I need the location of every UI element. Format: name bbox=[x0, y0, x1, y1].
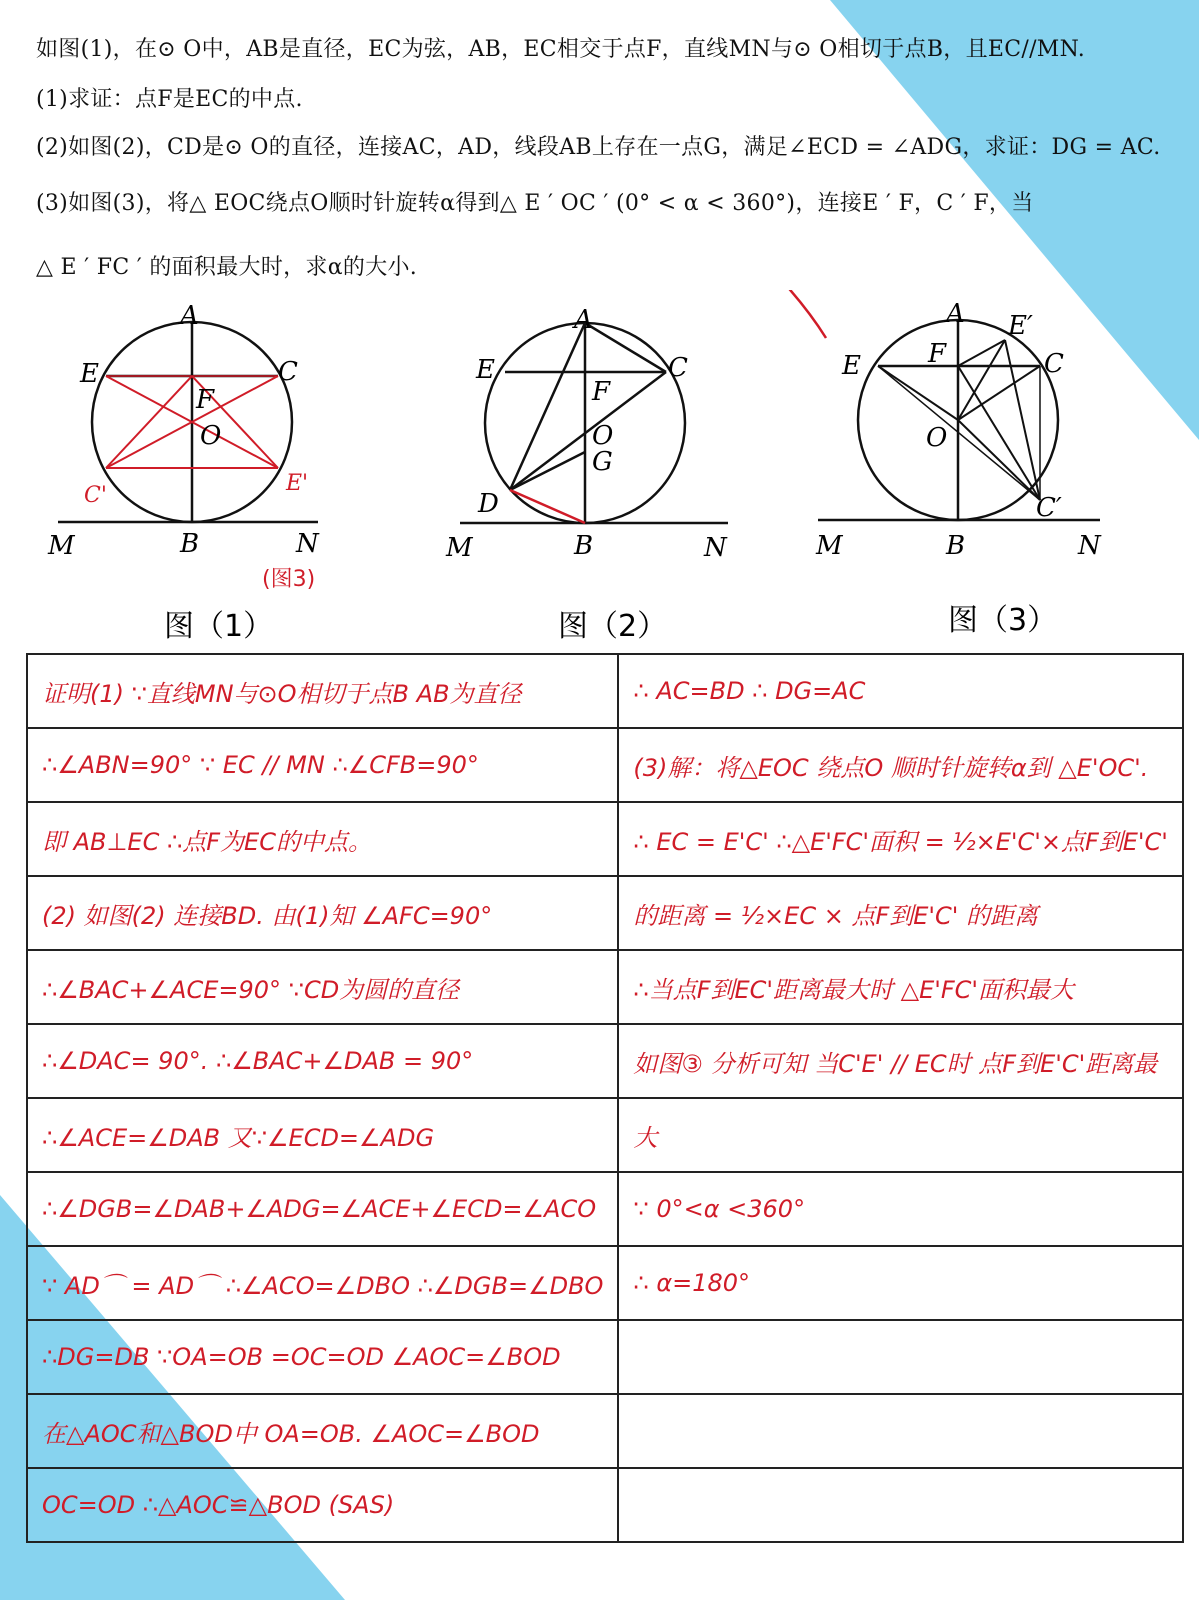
solution-left-cell: ∴∠ACE=∠DAB 又∵∠ECD=∠ADG bbox=[27, 1098, 618, 1172]
fig1-caption: 图（1） bbox=[164, 609, 274, 644]
fig3-label-e: E bbox=[842, 351, 861, 381]
solution-row bbox=[27, 1172, 1183, 1246]
solution-left-cell: ∴∠DGB=∠DAB+∠ADG=∠ACE+∠ECD=∠ACO bbox=[27, 1172, 618, 1246]
problem-part3: (3)如图(3)，将△ EOC绕点O顺时针旋转α得到△ E ′ OC ′ (0° < α < 360°)，连接E ′ F，C ′ F，当 bbox=[36, 191, 1034, 216]
fig1-label-b: B bbox=[180, 529, 200, 559]
solution-left-cell: 在△AOC和△BOD中 OA=OB. ∠AOC=∠BOD bbox=[27, 1394, 618, 1468]
fig3-label-n: N bbox=[1078, 531, 1101, 561]
fig2-label-o: O bbox=[592, 421, 614, 451]
fig1-label-e-prime: E' bbox=[286, 471, 309, 496]
fig2-line-ad bbox=[510, 323, 585, 490]
solution-left-cell: ∴∠ABN=90° ∵ EC // MN ∴∠CFB=90° bbox=[27, 728, 618, 802]
fig2-caption: 图（2） bbox=[558, 609, 668, 644]
fig2-label-b: B bbox=[574, 531, 594, 561]
fig2-line-dg bbox=[510, 452, 585, 490]
solution-left-cell: ∴DG=DB ∵OA=OB =OC=OD ∠AOC=∠BOD bbox=[27, 1320, 618, 1394]
fig1-label-c: C bbox=[278, 357, 298, 387]
figures-area bbox=[0, 290, 1199, 650]
solution-left-cell: OC=OD ∴△AOC≌△BOD (SAS) bbox=[27, 1468, 618, 1542]
solution-right-cell: 大 bbox=[618, 1098, 1182, 1172]
fig2-label-e: E bbox=[476, 355, 495, 385]
fig2-line-db-red bbox=[510, 490, 585, 523]
solution-row bbox=[27, 802, 1183, 876]
solution-row bbox=[27, 1468, 1183, 1542]
solution-right-cell: ∴当点F到EC'距离最大时 △E'FC'面积最大 bbox=[618, 950, 1182, 1024]
fig1-label-c-prime: C' bbox=[84, 483, 107, 508]
solution-right-cell: ∴ AC=BD ∴ DG=AC bbox=[618, 654, 1182, 728]
solution-right-cell bbox=[618, 1320, 1182, 1394]
fig1-label-f: F bbox=[196, 385, 215, 415]
solution-table bbox=[26, 653, 1184, 1543]
solution-left-cell: 证明(1) ∵直线MN与⊙O相切于点B AB为直径 bbox=[27, 654, 618, 728]
problem-part1: (1)求证：点F是EC的中点. bbox=[36, 87, 303, 112]
fig3-label-c: C bbox=[1044, 349, 1064, 379]
solution-left-cell: ∴∠BAC+∠ACE=90° ∵CD为圆的直径 bbox=[27, 950, 618, 1024]
figure-3 bbox=[815, 299, 1102, 561]
solution-right-cell bbox=[618, 1394, 1182, 1468]
solution-right-cell: (3)解：将△EOC 绕点O 顺时针旋转α到 △E'OC'. bbox=[618, 728, 1182, 802]
fig2-label-m: M bbox=[446, 533, 473, 563]
solution-left-cell: (2) 如图(2) 连接BD. 由(1)知 ∠AFC=90° bbox=[27, 876, 618, 950]
figure-2 bbox=[445, 305, 728, 563]
problem-part2: (2)如图(2)，CD是⊙ O的直径，连接AC，AD，线段AB上存在一点G，满足∠ECD = ∠ADG，求证：DG = AC. bbox=[36, 135, 1161, 160]
fig1-label-n: N bbox=[296, 529, 319, 559]
solution-right-cell: 的距离 = ½×EC × 点F到E'C' 的距离 bbox=[618, 876, 1182, 950]
fig1-label-e: E bbox=[80, 359, 99, 389]
fig2-label-a: A bbox=[574, 305, 593, 335]
solution-row bbox=[27, 654, 1183, 728]
fig3-label-m: M bbox=[816, 531, 843, 561]
fig2-label-f: F bbox=[592, 377, 611, 407]
fig2-label-d: D bbox=[478, 489, 499, 519]
solution-row bbox=[27, 1098, 1183, 1172]
solution-right-cell: ∴ EC = E'C' ∴△E'FC'面积 = ½×E'C'×点F到E'C' bbox=[618, 802, 1182, 876]
figure-1 bbox=[47, 301, 320, 592]
solution-row bbox=[27, 1394, 1183, 1468]
fig1-label-a: A bbox=[180, 301, 199, 331]
solution-right-cell: 如图③ 分析可知 当C'E' // EC时 点F到E'C'距离最 bbox=[618, 1024, 1182, 1098]
fig3-caption: 图（3） bbox=[948, 603, 1058, 638]
solution-row bbox=[27, 1320, 1183, 1394]
solution-left-cell: ∴∠DAC= 90°. ∴∠BAC+∠DAB = 90° bbox=[27, 1024, 618, 1098]
fig3-label-a: A bbox=[946, 299, 965, 329]
problem-intro: 如图(1)，在⊙ O中，AB是直径，EC为弦，AB，EC相交于点F，直线MN与⊙ O相切于点B，且EC//MN. bbox=[36, 37, 1086, 62]
fig3-label-b: B bbox=[946, 531, 966, 561]
fig2-label-g: G bbox=[592, 447, 613, 477]
fig3-line-eo bbox=[878, 366, 958, 420]
problem-part3-continued: △ E ′ FC ′ 的面积最大时，求α的大小. bbox=[36, 255, 418, 280]
fig3-label-c-prime: C′ bbox=[1036, 493, 1062, 523]
fig2-label-c: C bbox=[668, 353, 688, 383]
solution-left-cell: 即 AB⊥EC ∴点F为EC的中点。 bbox=[27, 802, 618, 876]
solution-row bbox=[27, 876, 1183, 950]
solution-right-cell bbox=[618, 1468, 1182, 1542]
fig1-note: (图3) bbox=[262, 567, 316, 592]
solution-row bbox=[27, 1024, 1183, 1098]
solution-left-cell: ∵ AD⌒ = AD⌒ ∴∠ACO=∠DBO ∴∠DGB=∠DBO bbox=[27, 1246, 618, 1320]
fig1-label-o: O bbox=[200, 421, 222, 451]
solution-row bbox=[27, 728, 1183, 802]
fig1-label-m: M bbox=[48, 531, 75, 561]
solution-right-cell: ∵ 0°<α <360° bbox=[618, 1172, 1182, 1246]
solution-row bbox=[27, 950, 1183, 1024]
fig3-line-oc bbox=[958, 366, 1040, 420]
solution-right-cell: ∴ α=180° bbox=[618, 1246, 1182, 1320]
fig3-label-e-prime: E′ bbox=[1008, 311, 1033, 341]
fig3-label-f: F bbox=[928, 339, 947, 369]
solution-row bbox=[27, 1246, 1183, 1320]
fig2-label-n: N bbox=[704, 533, 727, 563]
fig3-label-o: O bbox=[926, 423, 948, 453]
fig1-line-f-cp bbox=[106, 376, 192, 468]
fig2-diameter-cd bbox=[510, 372, 666, 490]
